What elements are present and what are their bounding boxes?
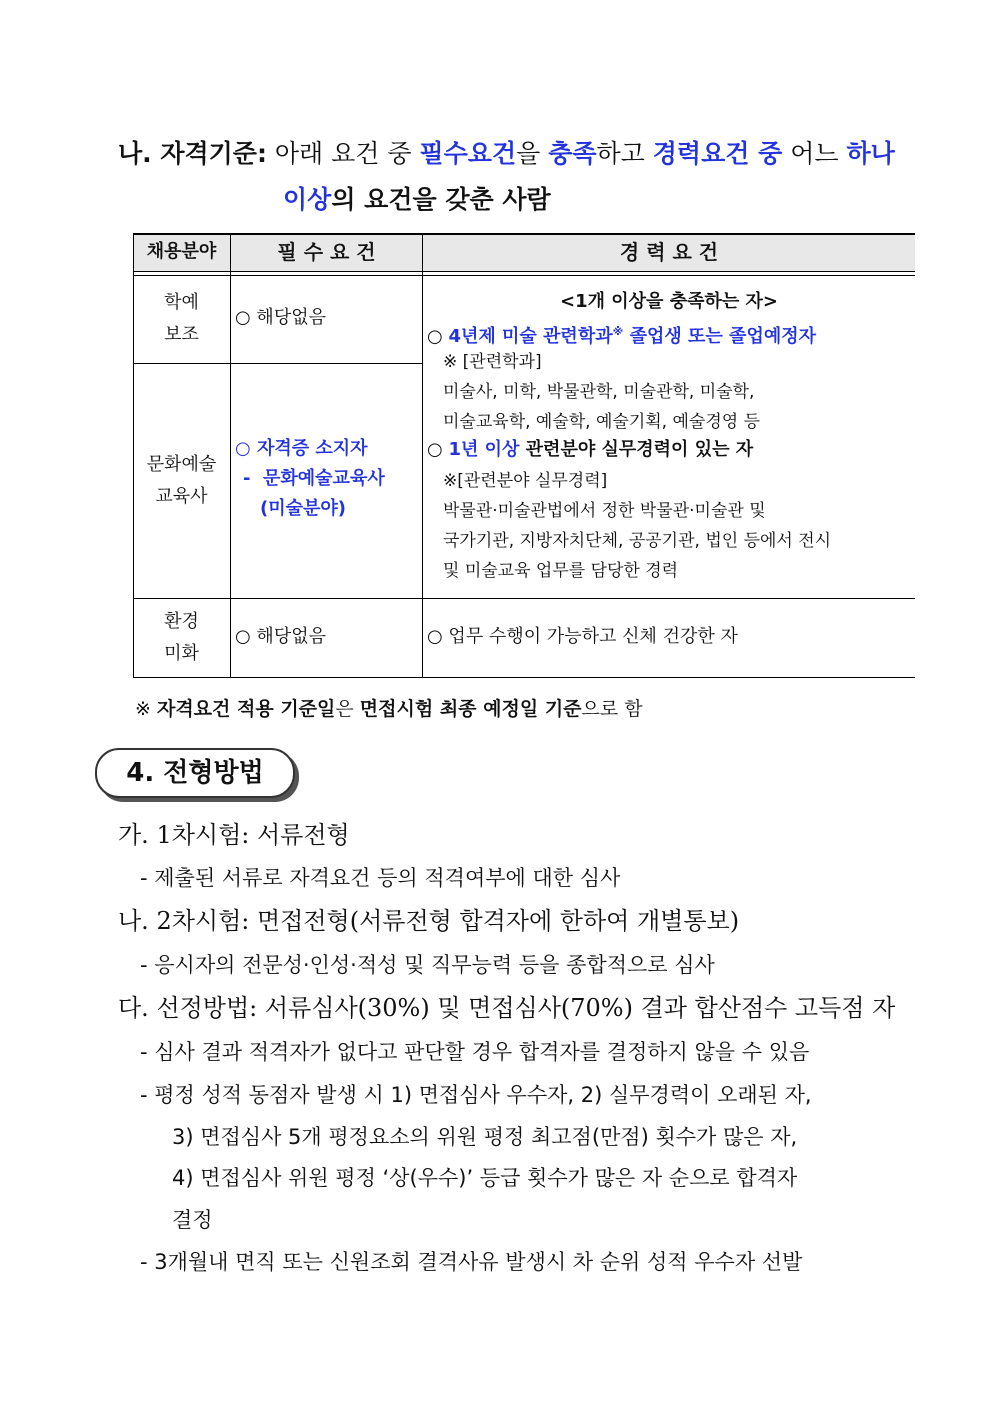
criteria-text: 하고 xyxy=(596,139,653,168)
table-border xyxy=(133,275,915,276)
method-3-sub-1: - 심사 결과 적격자가 없다고 판단할 경우 합격자를 결정하지 않을 수 있음 xyxy=(140,1040,810,1064)
career-note2-head: ※[관련분야 실무경력] xyxy=(443,471,608,491)
header-required: 필 수 요 건 xyxy=(277,240,376,264)
row-required-educator-2: - 문화예술교육사 xyxy=(243,468,385,489)
career-item-1-text: 4년제 미술 관련학과 xyxy=(448,326,613,347)
criteria-emph: 충족 xyxy=(548,139,597,168)
table-border xyxy=(133,598,915,599)
reference-mark: ※ xyxy=(612,325,624,338)
row-field-curator: 학예 보조 xyxy=(164,292,199,345)
criteria-text: 어느 xyxy=(782,139,847,168)
bullet: ○ xyxy=(427,326,449,347)
career-item-2-emph: 1년 이상 xyxy=(448,439,520,460)
row-field-educator: 문화예술 교육사 xyxy=(146,454,217,507)
method-1-title: 가. 1차시험: 서류전형 xyxy=(118,821,350,849)
table-border xyxy=(230,233,231,678)
footnote-text: 은 xyxy=(335,698,360,720)
method-2-sub: - 응시자의 전문성·인성·적성 및 직무능력 등을 종합적으로 심사 xyxy=(140,953,715,977)
row-required-educator-3: (미술분야) xyxy=(260,498,347,519)
method-3-sub-3: 3) 면접심사 5개 평정요소의 위원 평정 최고점(만점) 횟수가 많은 자, xyxy=(172,1125,798,1149)
method-3-sub-2: - 평정 성적 동점자 발생 시 1) 면접심사 우수자, 2) 실무경력이 오래된 자, xyxy=(140,1083,812,1107)
career-item-1-tail: 졸업생 또는 졸업예정자 xyxy=(623,326,816,347)
career-note1-head: ※ [관련학과] xyxy=(443,352,542,372)
method-3-sub-6: - 3개월내 면직 또는 신원조회 결격사유 발생시 차 순위 성적 우수자 선발 xyxy=(140,1250,803,1274)
criteria-emph: 하나 xyxy=(846,139,895,168)
career-note1-line2: 미술교육학, 예술학, 예술기획, 예술경영 등 xyxy=(443,412,761,432)
criteria-emph: 이상 xyxy=(283,185,332,214)
career-item-2 xyxy=(427,435,753,465)
career-note2-line2: 국가기관, 지방자치단체, 공공기관, 법인 등에서 전시 xyxy=(443,531,832,551)
row-required-curator: ○ 해당없음 xyxy=(235,307,326,328)
criteria-text: 을 xyxy=(516,139,549,168)
section-4-badge xyxy=(95,748,295,798)
qualification-table xyxy=(133,233,915,678)
bullet: ○ xyxy=(427,439,449,460)
method-3-sub-5: 결정 xyxy=(172,1208,213,1232)
criteria-text: 의 요건을 갖춘 사람 xyxy=(331,185,551,214)
row-required-educator-1: ○ 자격증 소지자 xyxy=(235,438,368,459)
footnote-text: 으로 함 xyxy=(581,698,643,720)
criteria-text: 아래 요건 중 xyxy=(266,139,420,168)
row-career-cleaning: ○ 업무 수행이 가능하고 신체 건강한 자 xyxy=(427,626,738,647)
criteria-label: 나. 자격기준: xyxy=(118,139,267,168)
row-required-cleaning: ○ 해당없음 xyxy=(235,626,326,647)
footnote xyxy=(135,694,643,724)
footnote-emph: 면접시험 최종 예정일 기준 xyxy=(359,698,582,720)
section-4-title: 4. 전형방법 xyxy=(126,758,264,788)
career-note1-line1: 미술사, 미학, 박물관학, 미술관학, 미술학, xyxy=(443,382,755,402)
table-border xyxy=(133,363,423,364)
footnote-emph: 자격요건 적용 기준일 xyxy=(156,698,336,720)
header-field: 채용분야 xyxy=(146,241,217,262)
career-title: <1개 이상을 충족하는 자> xyxy=(560,291,778,312)
career-item-2-text: 관련분야 실무경력이 있는 자 xyxy=(519,439,754,460)
method-2-title: 나. 2차시험: 면접전형(서류전형 합격자에 한하여 개별통보) xyxy=(118,907,740,935)
method-1-sub: - 제출된 서류로 자격요건 등의 적격여부에 대한 심사 xyxy=(140,866,621,890)
header-career: 경 력 요 건 xyxy=(619,240,719,264)
method-3-title: 다. 선정방법: 서류심사(30%) 및 면접심사(70%) 결과 합산점수 고득점 자 xyxy=(118,994,896,1022)
criteria-emph: 필수요건 xyxy=(419,139,517,168)
row-field-cleaning: 환경 미화 xyxy=(164,611,199,664)
career-note2-line1: 박물관·미술관법에서 정한 박물관·미술관 및 xyxy=(443,501,766,521)
table-border xyxy=(133,271,915,272)
career-note2-line3: 및 미술교육 업무를 담당한 경력 xyxy=(443,561,679,581)
criteria-heading xyxy=(118,136,895,172)
criteria-emph: 경력요건 중 xyxy=(652,139,783,168)
method-3-sub-4: 4) 면접심사 위원 평정 ‘상(우수)’ 등급 횟수가 많은 자 순으로 합격자 xyxy=(172,1166,798,1190)
criteria-heading-line2 xyxy=(283,182,551,218)
footnote-mark: ※ xyxy=(135,698,157,720)
table-border xyxy=(133,677,915,678)
